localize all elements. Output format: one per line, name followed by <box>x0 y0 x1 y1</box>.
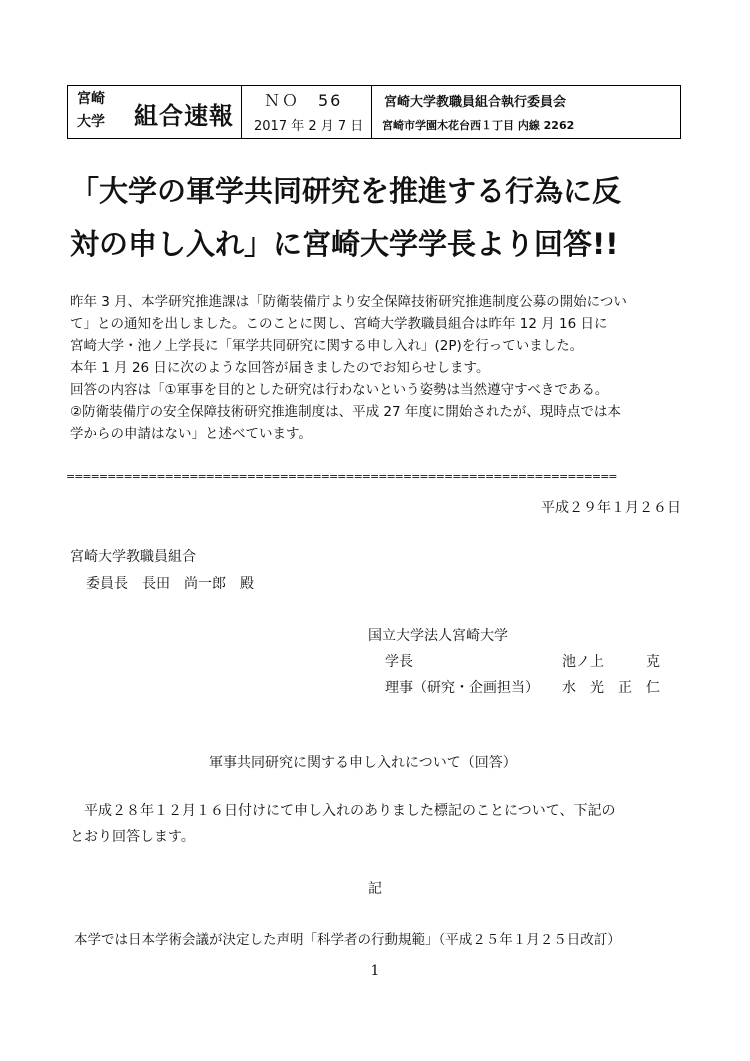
letter-body-line-3: 本学では日本学術会議が決定した声明「科学者の行動規範」（平成２５年１月２５日改訂） <box>74 932 621 948</box>
letter-subject: 軍事共同研究に関する申し入れについて（回答） <box>209 755 517 771</box>
header-org-line2: 大学 <box>77 114 105 130</box>
intro-line-4: 本年 1 月 26 日に次のような回答が届きましたのでお知らせします。 <box>70 360 490 376</box>
intro-line-7: 学からの申請はない」と述べています。 <box>70 426 312 442</box>
letter-date: 平成２９年１月２６日 <box>541 500 681 516</box>
letter-to-org: 宮崎大学教職員組合 <box>70 549 196 565</box>
header-committee-cell <box>372 86 680 138</box>
header-number-cell <box>242 86 372 138</box>
letter-body-line-2: とおり回答します。 <box>70 829 195 845</box>
header-address: 宮崎市学園木花台西１丁目 内線 2262 <box>382 119 575 132</box>
header-committee: 宮崎大学教職員組合執行委員会 <box>384 95 567 110</box>
letter-from-name-director: 水 光 正 仁 <box>562 680 660 696</box>
intro-line-1: 昨年 3 月、本学研究推進課は「防衛装備庁より安全保障技術研究推進制度公募の開始につい <box>70 294 627 310</box>
page-number: 1 <box>370 963 380 979</box>
header-number: ＮＯ 56 <box>264 91 343 110</box>
letter-to-person: 委員長 長田 尚一郎 殿 <box>86 576 254 592</box>
header-org-line1: 宮崎 <box>77 91 105 107</box>
intro-line-3: 宮崎大学・池ノ上学長に「軍学共同研究に関する申し入れ」(2P)を行っていました。 <box>70 338 584 354</box>
letter-from-org: 国立大学法人宮崎大学 <box>368 628 508 644</box>
intro-line-2: て」との通知を出しました。このことに関し、宮崎大学教職員組合は昨年 12 月 16 日に <box>70 316 608 332</box>
separator-line: =================================================================== <box>66 470 617 483</box>
letter-from-title-director: 理事（研究・企画担当） <box>385 680 539 696</box>
header-date: 2017 年 2 月 7 日 <box>254 119 364 134</box>
letter-from-name-president: 池ノ上 克 <box>562 654 660 670</box>
letter-body-line-1: 平成２８年１２月１６日付けにて申し入れのありました標記のことについて、下記の <box>70 803 616 819</box>
header-org-cell <box>68 86 242 138</box>
header-bulletin-title: 組合速報 <box>134 102 234 130</box>
intro-line-5: 回答の内容は「①軍事を目的とした研究は行わないという姿勢は当然遵守すべきである。 <box>70 382 609 398</box>
bulletin-header <box>67 85 681 139</box>
headline-line1: 「大学の軍学共同研究を推進する行為に反 <box>70 174 622 208</box>
intro-line-6: ②防衛装備庁の安全保障技術研究推進制度は、平成 27 年度に開始されたが、現時点では本 <box>70 404 621 420</box>
headline-line2: 対の申し入れ」に宮崎大学学長より回答!! <box>70 227 619 261</box>
letter-ki-heading: 記 <box>368 881 382 897</box>
letter-from-title-president: 学長 <box>385 654 413 670</box>
